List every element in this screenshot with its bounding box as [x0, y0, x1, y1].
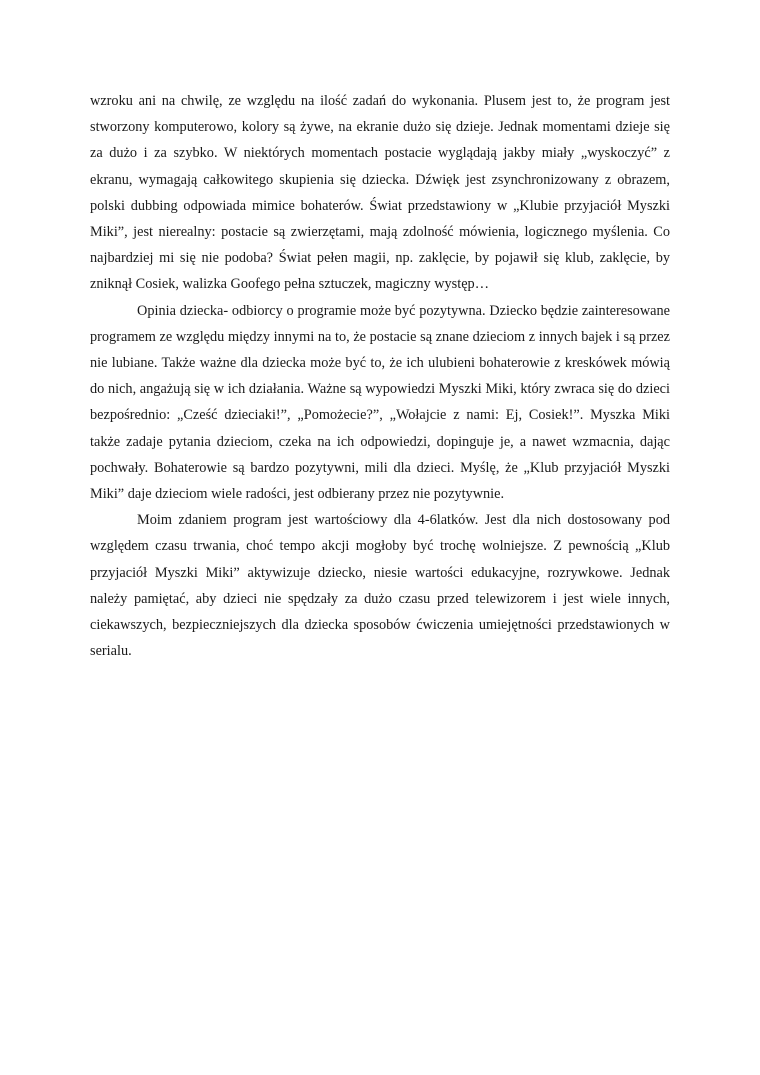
document-body	[90, 88, 670, 664]
paragraph-child-opinion: Opinia dziecka- odbiorcy o programie może być pozytywna. Dziecko będzie zainteresowane programem ze względu między innymi na to, że postacie są znane dzieciom z innych bajek i są przez nie lubiane. Także ważne dla dziecka może być to, że ich ulubieni bohaterowie z kreskówek mówią do nich, angażują się w ich działania. Ważne są wypowiedzi Myszki Miki, który zwraca się do dzieci bezpośrednio: „Cześć dzieciaki!”, „Pomożecie?”, „Wołajcie z nami: Ej, Cosiek!”. Myszka Miki także zadaje pytania dzieciom, czeka na ich odpowiedzi, dopinguje je, a nawet wzmacnia, dając pochwały. Bohaterowie są bardzo pozytywni, mili dla dzieci. Myślę, że „Klub przyjaciół Myszki Miki” daje dzieciom wiele radości, jest odbierany przez nie pozytywnie.	[90, 302, 670, 503]
paragraph-author-opinion: Moim zdaniem program jest wartościowy dla 4-6latków. Jest dla nich dostosowany pod względem czasu trwania, choć tempo akcji mogłoby być trochę wolniejsze. Z pewnością „Klub przyjaciół Myszki Miki” aktywizuje dziecko, niesie wartości edukacyjne, rozrywkowe. Jednak należy pamiętać, aby dzieci nie spędzały za dużo czasu przed telewizorem i jest wiele innych, ciekawszych, bezpieczniejszych dla dziecka sposobów ćwiczenia umiejętności przedstawionych w serialu.	[90, 512, 670, 660]
paragraph-continuation: wzroku ani na chwilę, ze względu na ilość zadań do wykonania. Plusem jest to, że program jest stworzony komputerowo, kolory są żywe, na ekranie dużo się dzieje. Jednak momentami dzieje się za dużo i za szybko. W niektórych momentach postacie wyglądają jakby miały „wyskoczyć” z ekranu, wymagają całkowitego skupienia się dziecka. Dźwięk jest zsynchronizowany z obrazem, polski dubbing odpowiada mimice bohaterów. Świat przedstawiony w „Klubie przyjaciół Myszki Miki”, jest nierealny: postacie są zwierzętami, mają zdolność mówienia, logicznego myślenia. Co najbardziej mi się nie podoba? Świat pełen magii, np. zaklęcie, by pojawił się klub, zaklęcie, by zniknął Cosiek, walizka Goofego pełna sztuczek, magiczny występ…	[90, 93, 670, 293]
